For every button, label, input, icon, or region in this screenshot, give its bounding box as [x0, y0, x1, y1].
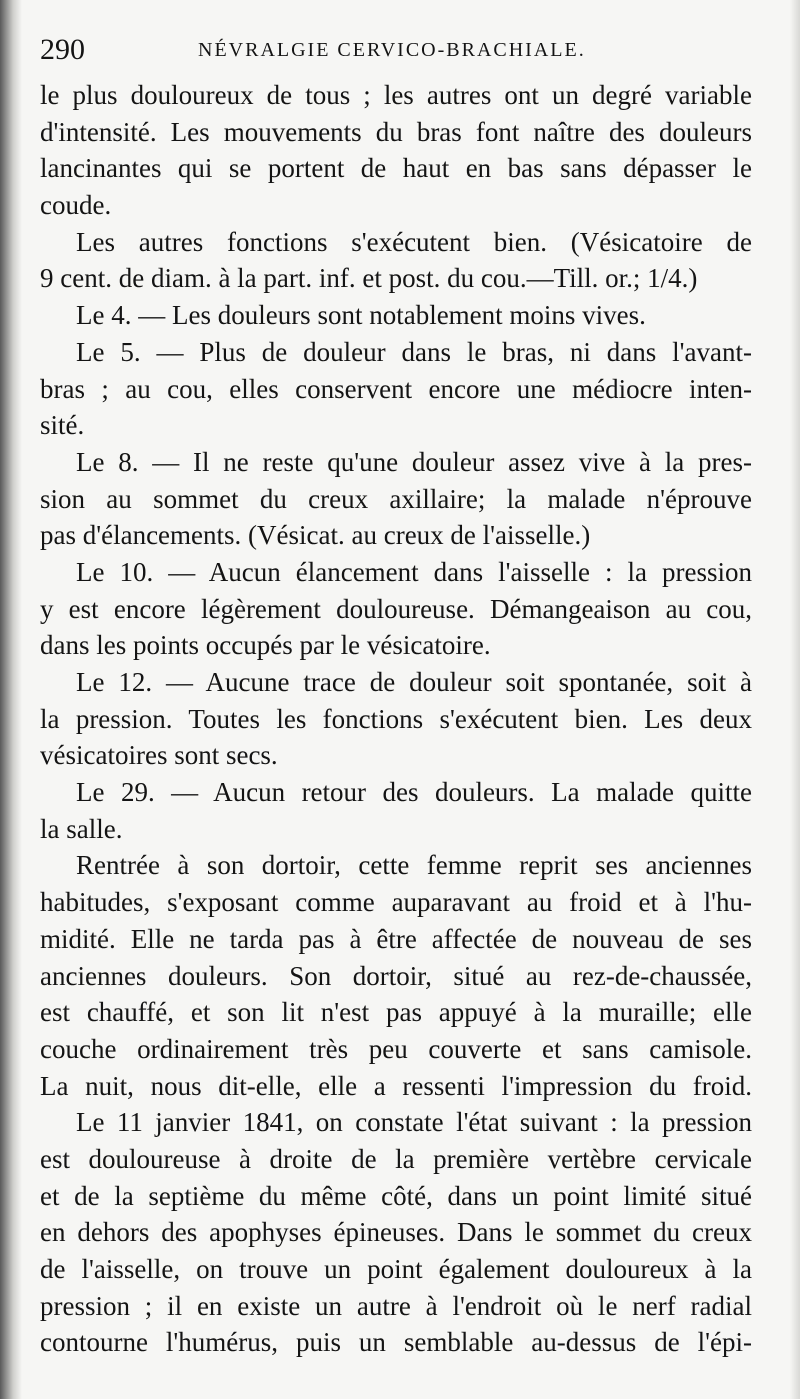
- text-line: lancinantes qui se portent de haut en bas sans dépasser le: [40, 153, 752, 184]
- text-line: de l'aisselle, on trouve un point également douloureux à la: [40, 1254, 752, 1284]
- text-line: Le 12. — Aucune trace de douleur soit spontanée, soit à: [76, 667, 752, 697]
- page-number: 290: [40, 33, 85, 66]
- text-line: couche ordinairement très peu couverte et sans camisole.: [40, 1033, 752, 1064]
- text-line: coude.: [40, 190, 112, 221]
- text-line: midité. Elle ne tarda pas à être affectée de nouveau de ses: [40, 923, 752, 954]
- text-line: Le 8. — Il ne reste qu'une douleur assez vive à la pres-: [76, 446, 752, 477]
- text-line: Les autres fonctions s'exécutent bien. (Vésicatoire de: [76, 226, 752, 257]
- text-line: bras ; au cou, elles conservent encore une médiocre inten-: [40, 373, 752, 404]
- text-line: Le 29. — Aucun retour des douleurs. La malade quitte: [76, 777, 752, 808]
- text-line: sité.: [40, 410, 85, 441]
- text-line: la pression. Toutes les fonctions s'exécutent bien. Les deux: [40, 703, 752, 734]
- text-line: en dehors des apophyses épineuses. Dans le sommet du creux: [40, 1217, 752, 1248]
- text-line: habitudes, s'exposant comme auparavant au froid et à l'hu-: [40, 887, 752, 918]
- text-line: contourne l'humérus, puis un semblable au-dessus de l'épi-: [40, 1327, 752, 1358]
- body-text: [40, 77, 752, 1361]
- running-title: NÉVRALGIE CERVICO-BRACHIALE.: [198, 39, 586, 61]
- text-line: est douloureuse à droite de la première vertèbre cervicale: [40, 1143, 752, 1174]
- text-line: pas d'élancements. (Vésicat. au creux de l'aisselle.): [40, 520, 591, 551]
- text-line: pression ; il en existe un autre à l'endroit où le nerf radial: [40, 1290, 752, 1321]
- text-line: Le 5. — Plus de douleur dans le bras, ni dans l'avant-: [76, 336, 752, 367]
- text-line: vésicatoires sont secs.: [40, 740, 278, 771]
- text-line: dans les points occupés par le vésicatoire.: [40, 630, 491, 661]
- text-line: le plus douloureux de tous ; les autres ont un degré variable: [40, 80, 752, 110]
- text-line: anciennes douleurs. Son dortoir, situé au rez-de-chaussée,: [40, 960, 752, 991]
- text-line: est chauffé, et son lit n'est pas appuyé à la muraille; elle: [40, 997, 752, 1028]
- text-line: Le 4. — Les douleurs sont notablement moins vives.: [76, 300, 646, 331]
- text-line: d'intensité. Les mouvements du bras font naître des douleurs: [40, 116, 752, 147]
- text-line: 9 cent. de diam. à la part. inf. et post. du cou.—Till. or.; 1/4.): [40, 263, 698, 294]
- text-line: sion au sommet du creux axillaire; la malade n'éprouve: [40, 483, 752, 514]
- text-line: Le 11 janvier 1841, on constate l'état suivant : la pression: [76, 1107, 752, 1138]
- running-head: [40, 30, 752, 70]
- text-line: la salle.: [40, 813, 123, 844]
- text-line: La nuit, nous dit-elle, elle a ressenti l'impression du froid.: [40, 1070, 752, 1101]
- text-line: Le 10. — Aucun élancement dans l'aisselle : la pression: [76, 556, 752, 587]
- text-line: Rentrée à son dortoir, cette femme reprit ses anciennes: [76, 850, 752, 881]
- text-line: y est encore légèrement douloureuse. Démangeaison au cou,: [40, 593, 752, 624]
- text-line: et de la septième du même côté, dans un point limité situé: [40, 1180, 752, 1211]
